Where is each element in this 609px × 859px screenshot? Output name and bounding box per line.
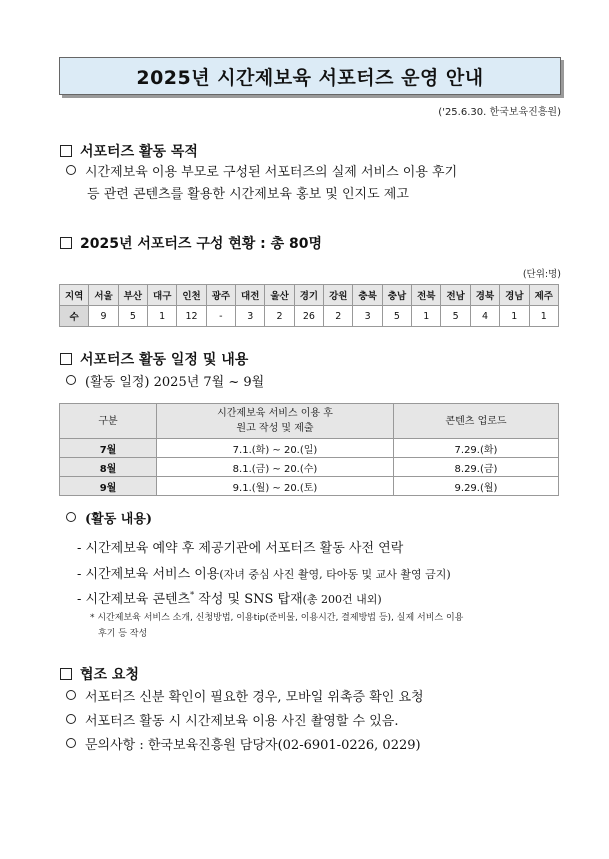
region-name: 서울: [89, 285, 118, 306]
region-name: 전남: [441, 285, 470, 306]
section-composition-heading: 2025년 서포터즈 구성 현황 : 총 80명: [60, 233, 322, 253]
region-count: 5: [382, 306, 411, 327]
count-header-label: 수: [60, 306, 89, 327]
row-draft-period: 7.1.(화) ~ 20.(일): [157, 439, 394, 458]
region-count: 9: [89, 306, 118, 327]
region-header-label: 지역: [60, 285, 89, 306]
title-banner: [59, 57, 561, 95]
region-count: 5: [118, 306, 147, 327]
section-schedule-heading: 서포터즈 활동 일정 및 내용: [60, 349, 248, 369]
row-upload-date: 7.29.(화): [394, 439, 559, 458]
region-name: 대전: [236, 285, 265, 306]
table-row: [60, 477, 559, 496]
col-upload: 콘텐츠 업로드: [394, 404, 559, 439]
region-count: -: [206, 306, 235, 327]
table-row: [60, 458, 559, 477]
unit-label: (단위:명): [522, 269, 561, 280]
section-purpose-heading: 서포터즈 활동 목적: [60, 141, 198, 161]
region-name: 울산: [265, 285, 294, 306]
region-count: 1: [148, 306, 177, 327]
region-count: 5: [441, 306, 470, 327]
row-month: 9월: [60, 477, 157, 496]
region-count: 1: [529, 306, 559, 327]
region-count: 2: [265, 306, 294, 327]
circle-bullet-icon: [66, 714, 76, 724]
section-cooperation-heading: 협조 요청: [60, 664, 139, 684]
issuer-date: ('25.6.30. 한국보육진흥원): [438, 107, 561, 118]
cooperation-list: 서포터즈 신분 확인이 필요한 경우, 모바일 위촉증 확인 요청 서포터즈 활동 시 시간제보육 이용 사진 촬영할 수 있음. 문의사항 : 한국보육진흥원 담당자(02-6901-0226, 0229): [66, 686, 424, 758]
col-category: 구분: [60, 404, 157, 439]
row-upload-date: 9.29.(월): [394, 477, 559, 496]
col-draft: 시간제보육 서비스 이용 후 원고 작성 및 제출: [157, 404, 394, 439]
region-count: 3: [353, 306, 382, 327]
region-count: 12: [177, 306, 206, 327]
region-count: 3: [236, 306, 265, 327]
square-bullet-icon: [60, 353, 72, 365]
square-bullet-icon: [60, 668, 72, 680]
table-row: [60, 439, 559, 458]
schedule-period: (활동 일정) 2025년 7월 ~ 9월: [66, 372, 264, 394]
activity-item-1: - 시간제보육 예약 후 제공기관에 서포터즈 활동 사전 연락: [77, 541, 404, 556]
row-draft-period: 9.1.(월) ~ 20.(토): [157, 477, 394, 496]
activity-item-3: - 시간제보육 콘텐츠* 작성 및 SNS 탑재(총 200건 내외): [77, 590, 382, 607]
region-name: 전북: [412, 285, 441, 306]
region-name: 경기: [294, 285, 323, 306]
region-name: 대구: [148, 285, 177, 306]
circle-bullet-icon: [66, 165, 76, 175]
activity-content-heading: (활동 내용): [66, 509, 152, 531]
row-month: 8월: [60, 458, 157, 477]
region-name: 광주: [206, 285, 235, 306]
circle-bullet-icon: [66, 738, 76, 748]
region-name: 경북: [470, 285, 499, 306]
region-name: 충북: [353, 285, 382, 306]
region-count: 2: [324, 306, 353, 327]
circle-bullet-icon: [66, 690, 76, 700]
circle-bullet-icon: [66, 375, 76, 385]
region-name: 인천: [177, 285, 206, 306]
region-name: 제주: [529, 285, 559, 306]
region-table: [59, 284, 559, 327]
activity-item-2: - 시간제보육 서비스 이용(자녀 중심 사진 촬영, 타아동 및 교사 촬영 금지): [77, 567, 451, 582]
region-count: 4: [470, 306, 499, 327]
region-name: 강원: [324, 285, 353, 306]
schedule-header-row: [60, 404, 559, 439]
region-count: 1: [412, 306, 441, 327]
region-count: 26: [294, 306, 323, 327]
purpose-text: 시간제보육 이용 부모로 구성된 서포터즈의 실제 서비스 이용 후기 등 관련 콘텐츠를 활용한 시간제보육 홍보 및 인지도 제고: [66, 162, 566, 206]
row-month: 7월: [60, 439, 157, 458]
circle-bullet-icon: [66, 512, 76, 522]
region-count: 1: [500, 306, 529, 327]
region-name: 경남: [500, 285, 529, 306]
footnote: * 시간제보육 서비스 소개, 신청방법, 이용tip(준비물, 이용시간, 결제방법 등), 실제 서비스 이용 후기 등 작성: [90, 613, 464, 639]
row-draft-period: 8.1.(금) ~ 20.(수): [157, 458, 394, 477]
region-name: 충남: [382, 285, 411, 306]
square-bullet-icon: [60, 237, 72, 249]
row-upload-date: 8.29.(금): [394, 458, 559, 477]
region-header-row: [60, 285, 559, 306]
square-bullet-icon: [60, 145, 72, 157]
region-name: 부산: [118, 285, 147, 306]
page-title: 2025년 시간제보육 서포터즈 운영 안내: [136, 66, 484, 89]
region-count-row: [60, 306, 559, 327]
schedule-table: [59, 403, 559, 496]
